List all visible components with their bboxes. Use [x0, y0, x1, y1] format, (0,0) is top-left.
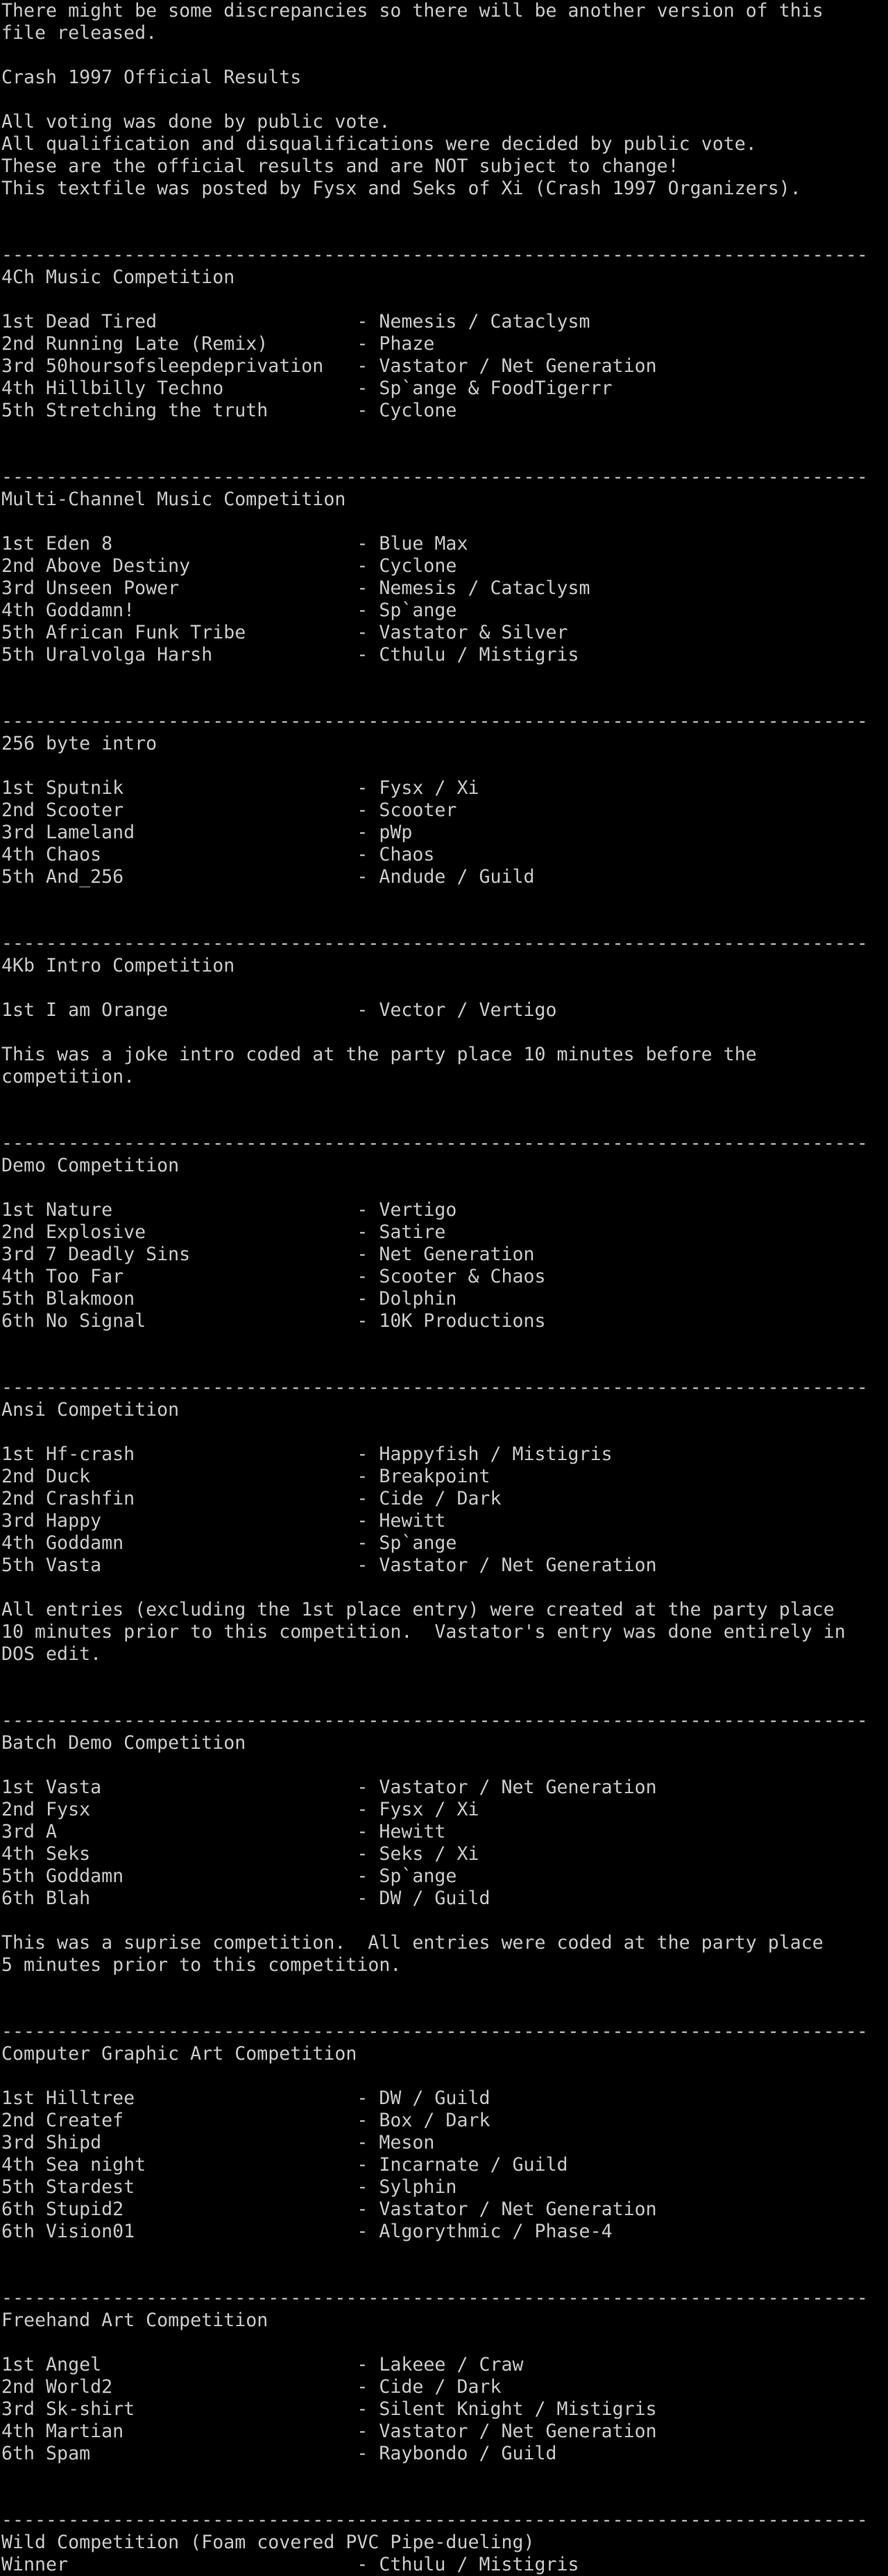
blank-line	[1, 910, 868, 933]
blank-line	[1, 44, 868, 67]
result-row: Winner - Cthulu / Mistigris	[1, 2554, 579, 2575]
section-title: Wild Competition (Foam covered PVC Pipe-dueling)	[1, 2532, 535, 2553]
info-line: This textfile was posted by Fysx and Seks of Xi (Crash 1997 Organizers).	[1, 178, 801, 199]
separator-line: ------------------------------------------------------------------------------	[1, 933, 868, 954]
result-row: 6th Stupid2 - Vastator / Net Generation	[1, 2198, 657, 2220]
blank-line	[1, 89, 868, 111]
section-title: 256 byte intro	[1, 733, 157, 754]
notice-line: file released.	[1, 22, 157, 44]
note-line: DOS edit.	[1, 1643, 102, 1665]
result-row: 4th Sea night - Incarnate / Guild	[1, 2154, 568, 2176]
result-row: 2nd Scooter - Scooter	[1, 799, 457, 821]
result-row: 2nd Crashfin - Cide / Dark	[1, 1488, 502, 1509]
result-row: 2nd World2 - Cide / Dark	[1, 2376, 502, 2398]
note-line: 10 minutes prior to this competition. Vastator's entry was done entirely in	[1, 1621, 846, 1643]
separator-line: ------------------------------------------------------------------------------	[1, 466, 868, 488]
result-row: 4th Chaos - Chaos	[1, 844, 435, 865]
result-row: 2nd Running Late (Remix) - Phaze	[1, 333, 435, 355]
result-row: 5th Uralvolga Harsh - Cthulu / Mistigris	[1, 644, 579, 666]
blank-line	[1, 688, 868, 711]
result-row: 2nd Explosive - Satire	[1, 1221, 446, 1243]
result-row: 6th Vision01 - Algorythmic / Phase-4	[1, 2221, 613, 2242]
result-row: 4th Hillbilly Techno - Sp`ange & FoodTigerrr	[1, 378, 613, 399]
blank-line	[1, 1976, 868, 1999]
blank-line	[1, 1688, 868, 1710]
note-line: This was a joke intro coded at the party place 10 minutes before the	[1, 1044, 757, 1065]
result-row: 1st I am Orange - Vector / Vertigo	[1, 999, 557, 1021]
note-line: All entries (excluding the 1st place entry) were created at the party place	[1, 1599, 835, 1620]
result-row: 4th Goddamn! - Sp`ange	[1, 600, 457, 621]
blank-line	[1, 1355, 868, 1377]
result-row: 4th Goddamn - Sp`ange	[1, 1532, 457, 1554]
result-row: 3rd Shipd - Meson	[1, 2132, 435, 2153]
info-line: These are the official results and are NOT subject to change!	[1, 155, 679, 177]
separator-line: ------------------------------------------------------------------------------	[1, 1377, 868, 1398]
note-line: competition.	[1, 1066, 135, 1087]
blank-line	[1, 755, 868, 777]
result-row: 1st Sputnik - Fysx / Xi	[1, 777, 479, 799]
result-row: 3rd Happy - Hewitt	[1, 1510, 446, 1532]
blank-line	[1, 1088, 868, 1110]
result-row: 3rd 50hoursofsleepdeprivation - Vastator / Net Generation	[1, 355, 657, 377]
result-row: 3rd A - Hewitt	[1, 1821, 446, 1842]
result-row: 3rd Lameland - pWp	[1, 822, 413, 843]
note-line: 5 minutes prior to this competition.	[1, 1954, 402, 1976]
section-title: Demo Competition	[1, 1155, 180, 1176]
result-row: 1st Hilltree - DW / Guild	[1, 2087, 490, 2109]
result-row: 1st Hf-crash - Happyfish / Mistigris	[1, 1443, 613, 1465]
blank-line	[1, 1110, 868, 1133]
blank-line	[1, 222, 868, 244]
result-row: 3rd Sk-shirt - Silent Knight / Mistigris	[1, 2398, 657, 2420]
result-row: 1st Angel - Lakeee / Craw	[1, 2354, 524, 2375]
blank-line	[1, 2265, 868, 2287]
file-title: Crash 1997 Official Results	[1, 67, 302, 88]
separator-line: ------------------------------------------------------------------------------	[1, 1133, 868, 1154]
blank-line	[1, 511, 868, 533]
result-row: 3rd 7 Deadly Sins - Net Generation	[1, 1244, 535, 1265]
blank-line	[1, 422, 868, 444]
result-row: 5th Blakmoon - Dolphin	[1, 1288, 457, 1310]
blank-line	[1, 1577, 868, 1599]
section-title: Ansi Competition	[1, 1399, 180, 1421]
result-row: 2nd Above Destiny - Cyclone	[1, 555, 457, 577]
section-title: Freehand Art Competition	[1, 2310, 268, 2331]
separator-line: ------------------------------------------------------------------------------	[1, 711, 868, 732]
blank-line	[1, 289, 868, 311]
result-row: 5th Stretching the truth - Cyclone	[1, 400, 457, 421]
section-title: Computer Graphic Art Competition	[1, 2043, 357, 2065]
blank-line	[1, 888, 868, 910]
result-row: 5th And_256 - Andude / Guild	[1, 866, 535, 888]
blank-line	[1, 1666, 868, 1688]
separator-line: ------------------------------------------------------------------------------	[1, 2021, 868, 2042]
result-row: 2nd Fysx - Fysx / Xi	[1, 1799, 479, 1820]
result-row: 1st Nature - Vertigo	[1, 1199, 457, 1221]
result-row: 5th Goddamn - Sp`ange	[1, 1865, 457, 1887]
info-line: All voting was done by public vote.	[1, 111, 391, 133]
result-row: 5th African Funk Tribe - Vastator & Silver	[1, 622, 568, 643]
separator-line: ------------------------------------------------------------------------------	[1, 2509, 868, 2531]
separator-line: ------------------------------------------------------------------------------	[1, 2287, 868, 2309]
result-row: 1st Eden 8 - Blue Max	[1, 533, 468, 554]
result-row: 5th Vasta - Vastator / Net Generation	[1, 1554, 657, 1576]
result-row: 6th Blah - DW / Guild	[1, 1888, 490, 1909]
result-row: 2nd Duck - Breakpoint	[1, 1466, 490, 1487]
result-row: 1st Dead Tired - Nemesis / Cataclysm	[1, 311, 590, 332]
blank-line	[1, 444, 868, 466]
blank-line	[1, 1999, 868, 2021]
blank-line	[1, 1332, 868, 1355]
blank-line	[1, 1421, 868, 1443]
separator-line: ------------------------------------------------------------------------------	[1, 1710, 868, 1731]
section-title: 4Ch Music Competition	[1, 266, 235, 288]
section-title: 4Kb Intro Competition	[1, 955, 235, 976]
results-textfile	[1, 0, 868, 2576]
blank-line	[1, 2332, 868, 2354]
result-row: 2nd Createf - Box / Dark	[1, 2110, 490, 2131]
result-row: 6th No Signal - 10K Productions	[1, 1310, 546, 1332]
section-title: Batch Demo Competition	[1, 1732, 246, 1754]
blank-line	[1, 1177, 868, 1199]
result-row: 5th Stardest - Sylphin	[1, 2176, 457, 2198]
blank-line	[1, 1754, 868, 1777]
blank-line	[1, 1022, 868, 1044]
blank-line	[1, 1910, 868, 1932]
result-row: 4th Seks - Seks / Xi	[1, 1843, 479, 1865]
result-row: 6th Spam - Raybondo / Guild	[1, 2443, 557, 2464]
info-line: All qualification and disqualifications were decided by public vote.	[1, 133, 757, 155]
result-row: 4th Too Far - Scooter & Chaos	[1, 1266, 546, 1287]
blank-line	[1, 2065, 868, 2087]
result-row: 3rd Unseen Power - Nemesis / Cataclysm	[1, 577, 590, 599]
result-row: 4th Martian - Vastator / Net Generation	[1, 2421, 657, 2442]
blank-line	[1, 200, 868, 222]
section-title: Multi-Channel Music Competition	[1, 489, 346, 510]
notice-line: There might be some discrepancies so there will be another version of this	[1, 0, 823, 22]
blank-line	[1, 2487, 868, 2509]
blank-line	[1, 666, 868, 688]
blank-line	[1, 2243, 868, 2265]
blank-line	[1, 2465, 868, 2487]
blank-line	[1, 977, 868, 999]
separator-line: ------------------------------------------------------------------------------	[1, 244, 868, 266]
result-row: 1st Vasta - Vastator / Net Generation	[1, 1777, 657, 1798]
note-line: This was a suprise competition. All entries were coded at the party place	[1, 1932, 823, 1954]
